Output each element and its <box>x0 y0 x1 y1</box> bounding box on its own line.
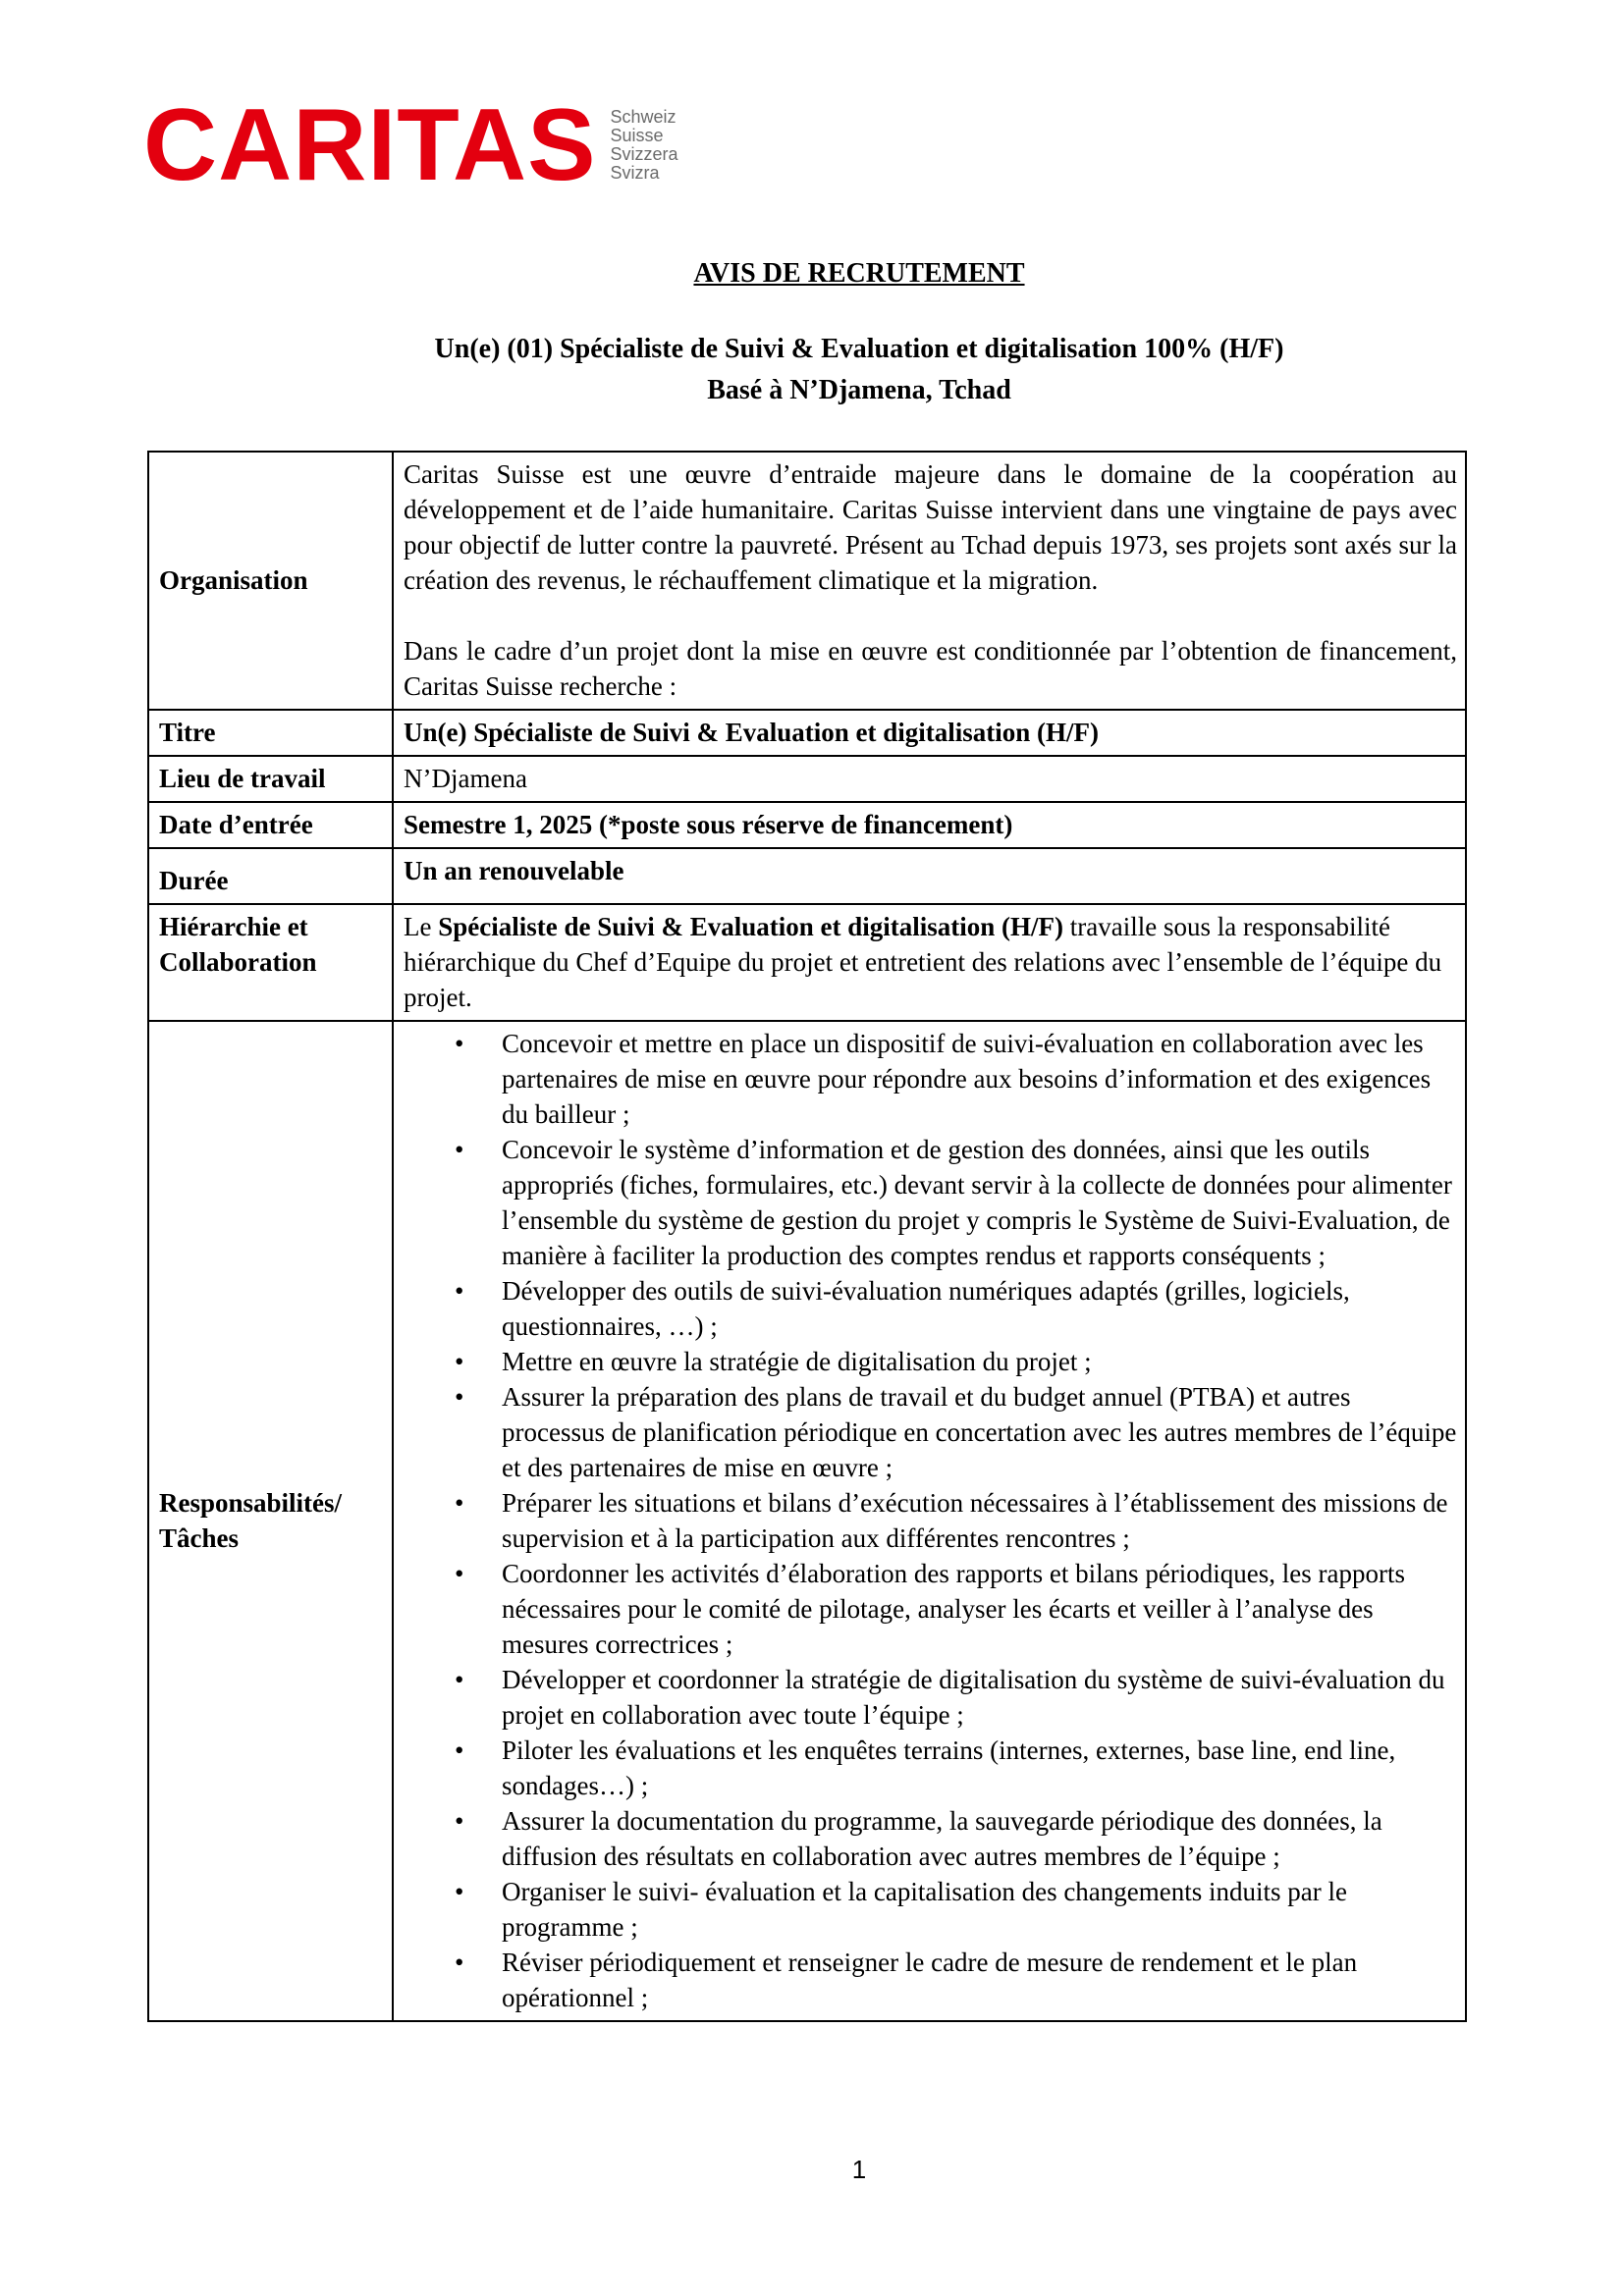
task-text: Préparer les situations et bilans d’exécution nécessaires à l’établissement des missions de supervision et à la participation aux différentes rencontres ; <box>502 1488 1448 1553</box>
row-titre <box>148 710 1466 756</box>
position-location: Basé à N’Djamena, Tchad <box>707 375 1011 405</box>
bullet-icon: • <box>455 1948 464 1977</box>
label-hierarchie: Hiérarchie et Collaboration <box>148 904 393 1021</box>
task-text: Réviser périodiquement et renseigner le cadre de mesure de rendement et le plan opérationnel ; <box>502 1948 1358 2012</box>
value-duree: Un an renouvelable <box>393 848 1466 904</box>
value-lieu: N’Djamena <box>393 756 1466 802</box>
row-date <box>148 802 1466 848</box>
caritas-logo <box>143 88 678 202</box>
logo-language: Schweiz <box>610 107 677 127</box>
label-date: Date d’entrée <box>148 802 393 848</box>
bullet-icon: • <box>455 1665 464 1694</box>
bullet-icon: • <box>455 1276 464 1306</box>
bullet-icon: • <box>455 1135 464 1164</box>
task-text: Développer des outils de suivi-évaluation numériques adaptés (grilles, logiciels, questionnaires, …) ; <box>502 1276 1350 1341</box>
bullet-icon: • <box>455 1806 464 1836</box>
task-text: Concevoir et mettre en place un dispositif de suivi-évaluation en collaboration avec les partenaires de mise en œuvre pour répondre aux besoins d’information et des exigences du bailleur ; <box>502 1029 1432 1129</box>
task-text: Coordonner les activités d’élaboration des rapports et bilans périodiques, les rapports nécessaires pour le comité de pilotage, analyser les écarts et veiller à l’analyse des mesures correctrices ; <box>502 1559 1406 1659</box>
value-date: Semestre 1, 2025 (*poste sous réserve de financement) <box>393 802 1466 848</box>
task-text: Concevoir le système d’information et de gestion des données, ainsi que les outils appropriés (fiches, formulaires, etc.) devant servir à la collecte de données pour alimenter l’ensemble du système de gestion du projet y compris le Système de Suivi-Evaluation, de manière à faciliter la production des comptes rendus et rapports conséquents ; <box>502 1135 1452 1270</box>
logo-language: Svizra <box>610 163 660 183</box>
value-responsabilites <box>393 1021 1466 2021</box>
task-text: Mettre en œuvre la stratégie de digitalisation du projet ; <box>502 1347 1092 1376</box>
row-hierarchie <box>148 904 1466 1021</box>
value-titre: Un(e) Spécialiste de Suivi & Evaluation et digitalisation (H/F) <box>393 710 1466 756</box>
hierarchie-suffix: travaille sous la responsabilité hiérarchique du Chef d’Equipe du projet et entretient des relations avec l’ensemble de l’équipe du projet. <box>404 912 1442 1012</box>
task-text: Assurer la préparation des plans de travail et du budget annuel (PTBA) et autres processus de planification périodique en concertation avec les autres membres de l’équipe et des partenaires de mise en œuvre ; <box>502 1382 1457 1482</box>
job-info-table <box>147 451 1467 2022</box>
list-item <box>404 1132 1457 1273</box>
task-text: Organiser le suivi- évaluation et la capitalisation des changements induits par le programme ; <box>502 1877 1347 1942</box>
bullet-icon: • <box>455 1488 464 1518</box>
bullet-icon: • <box>455 1559 464 1588</box>
list-item <box>404 1945 1457 2015</box>
hierarchie-prefix: Le <box>404 912 439 941</box>
list-item <box>404 1026 1457 1132</box>
organisation-paragraph-1: Caritas Suisse est une œuvre d’entraide majeure dans le domaine de la coopération au développement et de l’aide humanitaire. Caritas Suisse intervient dans une vingtaine de pays avec pour objectif de lutter contre la pauvreté. Présent au Tchad depuis 1973, ses projets sont axés sur la création des revenus, le réchauffement climatique et la migration. <box>404 459 1457 595</box>
task-text: Assurer la documentation du programme, la sauvegarde périodique des données, la diffusion des résultats en collaboration avec autres membres de l’équipe ; <box>502 1806 1382 1871</box>
row-duree <box>148 848 1466 904</box>
bullet-icon: • <box>455 1735 464 1765</box>
logo-wordmark: CARITAS <box>143 88 597 202</box>
row-organisation <box>148 452 1466 710</box>
logo-languages <box>611 108 678 183</box>
bullet-icon: • <box>455 1382 464 1412</box>
list-item <box>404 1556 1457 1662</box>
hierarchie-role: Spécialiste de Suivi & Evaluation et digitalisation (H/F) <box>438 912 1064 941</box>
list-item <box>404 1344 1457 1379</box>
organisation-paragraph-2: Dans le cadre d’un projet dont la mise en œuvre est conditionnée par l’obtention de financement, Caritas Suisse recherche : <box>404 636 1457 701</box>
list-item <box>404 1485 1457 1556</box>
value-hierarchie <box>393 904 1466 1021</box>
label-titre: Titre <box>148 710 393 756</box>
list-item <box>404 1733 1457 1803</box>
row-responsabilites <box>148 1021 1466 2021</box>
page-number: 1 <box>851 2155 867 2184</box>
document-title: AVIS DE RECRUTEMENT <box>693 258 1025 289</box>
list-item <box>404 1874 1457 1945</box>
row-lieu <box>148 756 1466 802</box>
task-text: Développer et coordonner la stratégie de digitalisation du système de suivi-évaluation du projet en collaboration avec toute l’équipe ; <box>502 1665 1445 1730</box>
list-item <box>404 1803 1457 1874</box>
bullet-icon: • <box>455 1877 464 1906</box>
task-text: Piloter les évaluations et les enquêtes terrains (internes, externes, base line, end line, sondages…) ; <box>502 1735 1396 1800</box>
label-duree: Durée <box>148 848 393 904</box>
logo-language: Svizzera <box>610 144 678 164</box>
position-title: Un(e) (01) Spécialiste de Suivi & Evaluation et digitalisation 100% (H/F) <box>434 334 1284 364</box>
list-item <box>404 1379 1457 1485</box>
bullet-icon: • <box>455 1029 464 1058</box>
logo-language: Suisse <box>610 126 664 145</box>
list-item <box>404 1662 1457 1733</box>
tasks-list <box>404 1026 1457 2015</box>
value-organisation <box>393 452 1466 710</box>
label-lieu: Lieu de travail <box>148 756 393 802</box>
bullet-icon: • <box>455 1347 464 1376</box>
list-item <box>404 1273 1457 1344</box>
label-responsabilites: Responsabilités/ Tâches <box>148 1021 393 2021</box>
label-organisation: Organisation <box>148 452 393 710</box>
